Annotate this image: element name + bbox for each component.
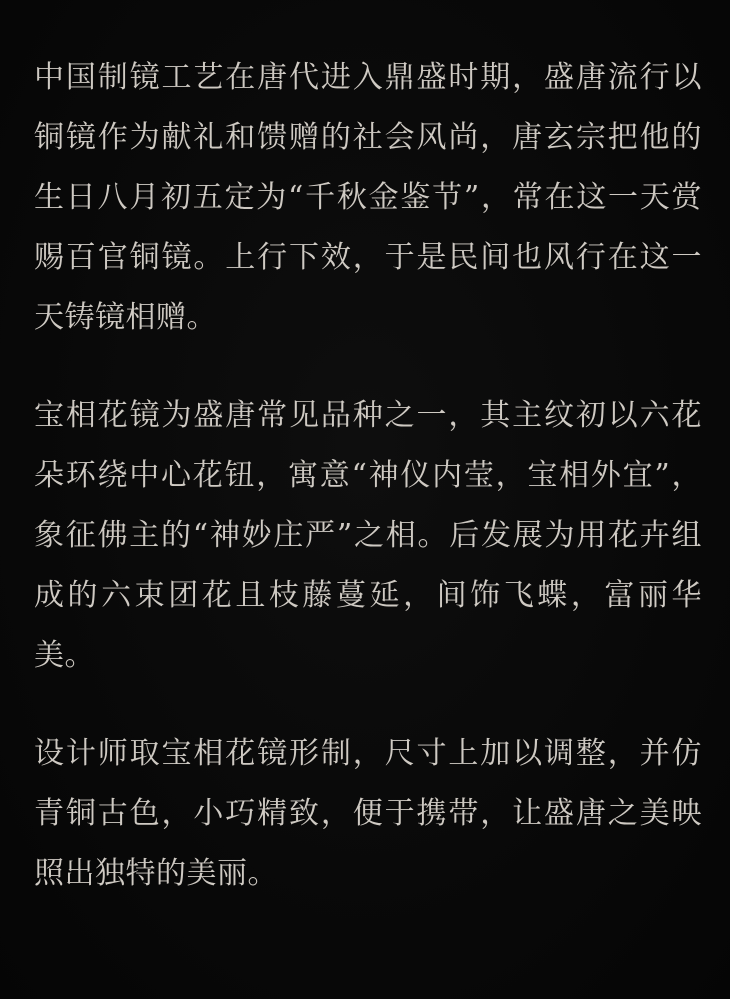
article-body xyxy=(34,48,702,904)
paragraph-2: 宝相花镜为盛唐常见品种之一，其主纹初以六花朵环绕中心花钮，寓意“神仪内莹，宝相外宜”，象征佛主的“神妙庄严”之相。后发展为用花卉组成的六束团花且枝藤蔓延，间饰飞蝶，富丽华美。 xyxy=(34,398,702,673)
paragraph-1: 中国制镜工艺在唐代进入鼎盛时期，盛唐流行以铜镜作为献礼和馈赠的社会风尚，唐玄宗把他的生日八月初五定为“千秋金鉴节”，常在这一天赏赐百官铜镜。上行下效，于是民间也风行在这一天铸镜相赠。 xyxy=(34,60,702,335)
paragraph-3: 设计师取宝相花镜形制，尺寸上加以调整，并仿青铜古色，小巧精致，便于携带，让盛唐之美映照出独特的美丽。 xyxy=(34,736,702,891)
